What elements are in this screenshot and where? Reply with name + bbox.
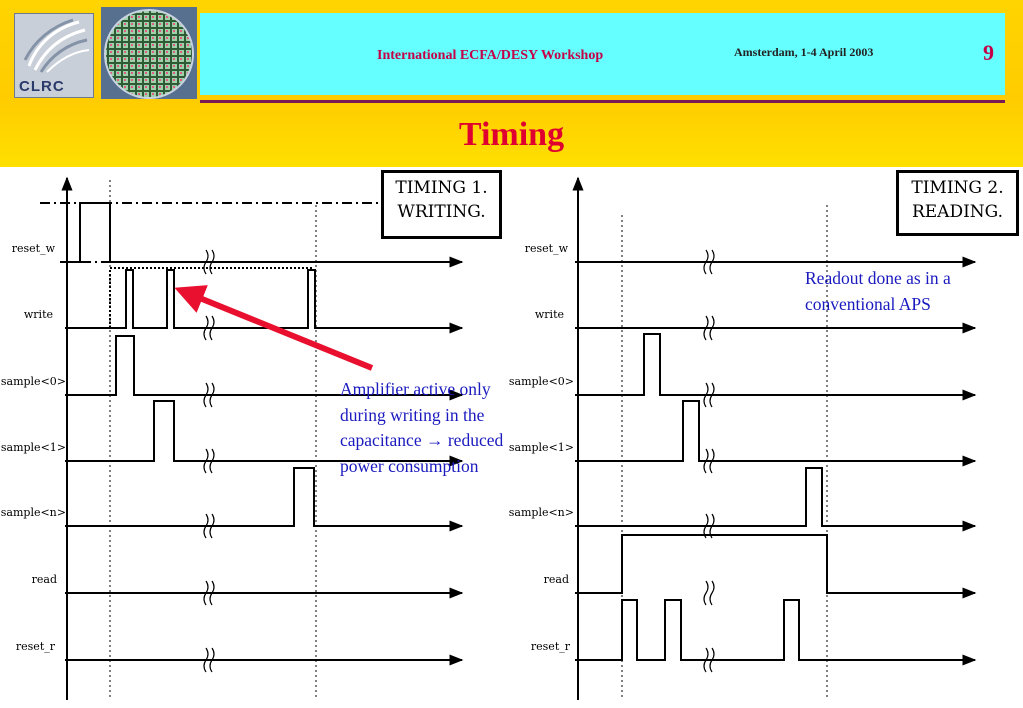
signal-label: reset_r [15, 640, 55, 653]
page-number: 9 [983, 40, 994, 65]
signal-label: reset_w [11, 242, 55, 255]
signal-label: write [534, 308, 564, 321]
write-envelope [110, 268, 314, 328]
box-title: TIMING 1. [395, 178, 488, 198]
signal-label: sample<0> [0, 375, 66, 388]
box-subtitle: READING. [911, 202, 1004, 222]
logo-text: CLRC [19, 78, 65, 95]
trace-sample-1 [575, 401, 975, 461]
workshop-name: International ECFA/DESY Workshop [377, 48, 604, 63]
trace-write [65, 270, 462, 328]
signal-label: read [543, 573, 569, 586]
globe-swirl-icon [15, 14, 93, 74]
signal-label: reset_w [524, 242, 568, 255]
signal-label: read [31, 573, 57, 586]
signal-label: write [23, 308, 53, 321]
box-subtitle: WRITING. [397, 202, 486, 222]
signal-label: sample<0> [508, 375, 574, 388]
timing-reading-box [896, 170, 1019, 236]
page-title: Timing [458, 116, 565, 153]
phase-dashdot-line [40, 203, 380, 262]
trace-reset_r [575, 600, 975, 660]
signal-label: reset_r [530, 640, 570, 653]
clrc-logo [14, 13, 94, 98]
amplifier-note: Amplifier active only during writing in the capacitance → reduced power consumption [340, 379, 504, 476]
readout-note: Readout done as in a conventional APS [805, 268, 951, 314]
trace-sample-0 [575, 334, 975, 395]
signal-label: sample<1> [0, 441, 66, 454]
signal-label: sample<n> [0, 506, 66, 519]
timing-writing-box [381, 170, 502, 239]
box-title: TIMING 2. [911, 178, 1004, 198]
trace-sample-n [575, 468, 975, 526]
trace-read [575, 535, 975, 593]
header-rule [200, 100, 1005, 103]
signal-label: sample<1> [508, 441, 574, 454]
place-date: Amsterdam, 1-4 April 2003 [734, 45, 874, 59]
signal-label: sample<n> [508, 506, 574, 519]
signal-labels-writing [1, 242, 66, 653]
panel-reading [575, 178, 975, 700]
signal-labels-reading [509, 242, 574, 653]
timing-diagrams [0, 167, 1023, 708]
sensor-wafer-image [101, 7, 197, 99]
